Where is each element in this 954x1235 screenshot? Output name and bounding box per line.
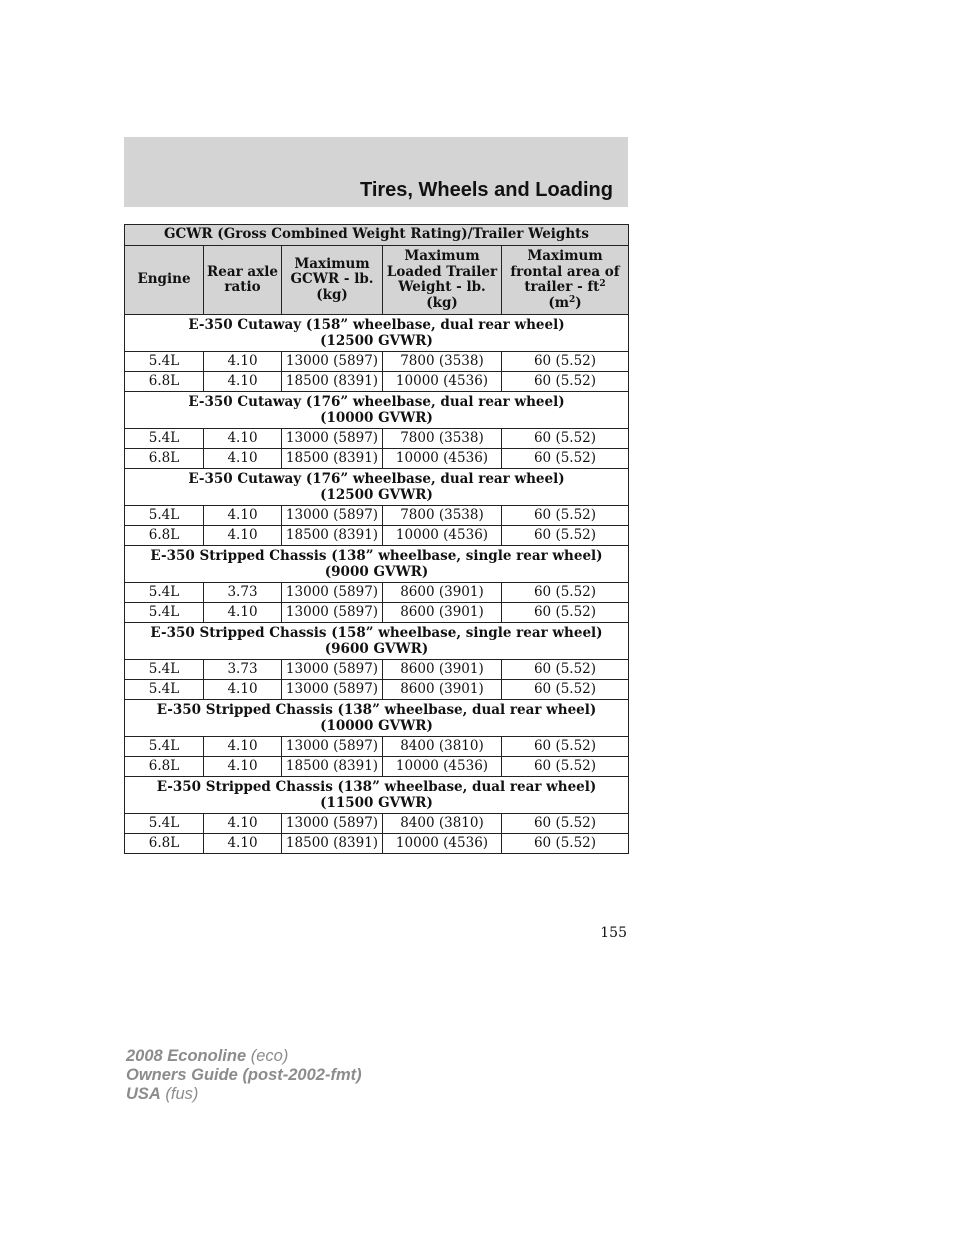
cell-frontal-area: 60 (5.52)	[502, 429, 629, 449]
table-row	[125, 449, 629, 469]
column-header-max-trailer-weight: Maximum Loaded Trailer Weight - lb. (kg)	[383, 246, 502, 315]
section-title: E-350 Cutaway (158” wheelbase, dual rear wheel)	[188, 317, 565, 333]
cell-axle-ratio: 4.10	[204, 372, 282, 392]
cell-axle-ratio: 4.10	[204, 603, 282, 623]
cell-trailer-weight: 8600 (3901)	[383, 660, 502, 680]
cell-engine: 5.4L	[125, 506, 204, 526]
cell-engine: 6.8L	[125, 372, 204, 392]
table-row	[125, 372, 629, 392]
cell-engine: 5.4L	[125, 737, 204, 757]
table-row	[125, 757, 629, 777]
cell-engine: 5.4L	[125, 583, 204, 603]
cell-engine: 6.8L	[125, 449, 204, 469]
cell-max-gcwr: 18500 (8391)	[282, 449, 383, 469]
section-gvwr: (11500 GVWR)	[320, 794, 433, 811]
table-row	[125, 526, 629, 546]
cell-frontal-area: 60 (5.52)	[502, 660, 629, 680]
footer-region: USA	[126, 1085, 161, 1103]
table-row	[125, 814, 629, 834]
cell-max-gcwr: 13000 (5897)	[282, 429, 383, 449]
cell-trailer-weight: 10000 (4536)	[383, 834, 502, 854]
table-row	[125, 603, 629, 623]
section-header-cell	[125, 623, 629, 660]
footer-model-code: (eco)	[246, 1047, 289, 1065]
cell-engine: 5.4L	[125, 660, 204, 680]
cell-max-gcwr: 13000 (5897)	[282, 737, 383, 757]
section-header-row	[125, 315, 629, 352]
cell-trailer-weight: 8400 (3810)	[383, 814, 502, 834]
section-title: E-350 Stripped Chassis (138” wheelbase, dual rear wheel)	[156, 702, 597, 718]
cell-max-gcwr: 13000 (5897)	[282, 352, 383, 372]
table-row	[125, 506, 629, 526]
cell-axle-ratio: 4.10	[204, 449, 282, 469]
cell-frontal-area: 60 (5.52)	[502, 603, 629, 623]
cell-axle-ratio: 4.10	[204, 737, 282, 757]
section-title: E-350 Stripped Chassis (138” wheelbase, dual rear wheel)	[156, 779, 597, 795]
cell-max-gcwr: 13000 (5897)	[282, 680, 383, 700]
footer-region-code: (fus)	[160, 1085, 199, 1103]
column-header-engine: Engine	[125, 246, 204, 315]
cell-engine: 5.4L	[125, 429, 204, 449]
cell-max-gcwr: 18500 (8391)	[282, 834, 383, 854]
section-gvwr: (12500 GVWR)	[320, 332, 433, 349]
cell-axle-ratio: 3.73	[204, 583, 282, 603]
cell-trailer-weight: 8600 (3901)	[383, 583, 502, 603]
cell-frontal-area: 60 (5.52)	[502, 680, 629, 700]
frontal-area-m-superscript: 2	[569, 294, 576, 305]
cell-max-gcwr: 13000 (5897)	[282, 583, 383, 603]
cell-trailer-weight: 8400 (3810)	[383, 737, 502, 757]
cell-axle-ratio: 4.10	[204, 506, 282, 526]
cell-engine: 5.4L	[125, 352, 204, 372]
cell-trailer-weight: 7800 (3538)	[383, 506, 502, 526]
table-row	[125, 737, 629, 757]
document-footer	[126, 1047, 362, 1104]
cell-max-gcwr: 18500 (8391)	[282, 372, 383, 392]
cell-trailer-weight: 10000 (4536)	[383, 372, 502, 392]
cell-trailer-weight: 8600 (3901)	[383, 603, 502, 623]
column-header-max-gcwr: Maximum GCWR - lb. (kg)	[282, 246, 383, 315]
section-header-cell	[125, 315, 629, 352]
table-row	[125, 680, 629, 700]
section-header-row	[125, 546, 629, 583]
cell-engine: 5.4L	[125, 603, 204, 623]
cell-trailer-weight: 7800 (3538)	[383, 429, 502, 449]
section-title: E-350 Cutaway (176” wheelbase, dual rear wheel)	[188, 471, 565, 487]
table-row	[125, 352, 629, 372]
cell-max-gcwr: 13000 (5897)	[282, 814, 383, 834]
cell-axle-ratio: 4.10	[204, 814, 282, 834]
cell-frontal-area: 60 (5.52)	[502, 583, 629, 603]
cell-engine: 6.8L	[125, 526, 204, 546]
footer-line-2	[126, 1066, 362, 1085]
page-number: 155	[600, 925, 627, 941]
table-row	[125, 583, 629, 603]
cell-trailer-weight: 7800 (3538)	[383, 352, 502, 372]
table-row	[125, 429, 629, 449]
cell-engine: 5.4L	[125, 680, 204, 700]
cell-engine: 5.4L	[125, 814, 204, 834]
footer-guide: Owners Guide (post-2002-fmt)	[126, 1066, 362, 1084]
cell-max-gcwr: 18500 (8391)	[282, 757, 383, 777]
cell-max-gcwr: 18500 (8391)	[282, 526, 383, 546]
cell-frontal-area: 60 (5.52)	[502, 737, 629, 757]
frontal-area-m-close: )	[575, 294, 582, 311]
section-header-row	[125, 469, 629, 506]
cell-max-gcwr: 13000 (5897)	[282, 506, 383, 526]
table-body	[125, 315, 629, 854]
cell-axle-ratio: 4.10	[204, 757, 282, 777]
section-header-cell	[125, 777, 629, 814]
section-gvwr: (10000 GVWR)	[320, 717, 433, 734]
section-gvwr: (10000 GVWR)	[320, 409, 433, 426]
cell-axle-ratio: 4.10	[204, 834, 282, 854]
frontal-area-label: Maximum frontal area of trailer - ft	[510, 248, 620, 295]
cell-frontal-area: 60 (5.52)	[502, 526, 629, 546]
cell-frontal-area: 60 (5.52)	[502, 506, 629, 526]
cell-trailer-weight: 8600 (3901)	[383, 680, 502, 700]
section-title: E-350 Stripped Chassis (138” wheelbase, single rear wheel)	[150, 548, 603, 564]
section-header-cell	[125, 700, 629, 737]
section-header-cell	[125, 392, 629, 429]
cell-frontal-area: 60 (5.52)	[502, 372, 629, 392]
cell-frontal-area: 60 (5.52)	[502, 814, 629, 834]
footer-line-3	[126, 1085, 362, 1104]
section-header-cell	[125, 546, 629, 583]
section-gvwr: (9600 GVWR)	[324, 640, 429, 657]
section-title: Tires, Wheels and Loading	[359, 179, 613, 201]
cell-axle-ratio: 4.10	[204, 680, 282, 700]
cell-trailer-weight: 10000 (4536)	[383, 449, 502, 469]
cell-frontal-area: 60 (5.52)	[502, 757, 629, 777]
column-header-axle-ratio: Rear axle ratio	[204, 246, 282, 315]
column-header-max-frontal-area	[502, 246, 629, 315]
cell-axle-ratio: 4.10	[204, 429, 282, 449]
section-title: E-350 Stripped Chassis (158” wheelbase, single rear wheel)	[150, 625, 603, 641]
cell-max-gcwr: 13000 (5897)	[282, 660, 383, 680]
section-header-band	[124, 137, 628, 207]
section-gvwr: (9000 GVWR)	[324, 563, 429, 580]
section-header-row	[125, 777, 629, 814]
section-header-row	[125, 392, 629, 429]
cell-frontal-area: 60 (5.52)	[502, 352, 629, 372]
cell-axle-ratio: 4.10	[204, 352, 282, 372]
cell-engine: 6.8L	[125, 834, 204, 854]
footer-line-1	[126, 1047, 362, 1066]
section-header-cell	[125, 469, 629, 506]
footer-model: 2008 Econoline	[126, 1047, 247, 1065]
cell-axle-ratio: 3.73	[204, 660, 282, 680]
cell-trailer-weight: 10000 (4536)	[383, 757, 502, 777]
cell-axle-ratio: 4.10	[204, 526, 282, 546]
frontal-area-ft-superscript: 2	[599, 279, 606, 289]
table-title: GCWR (Gross Combined Weight Rating)/Trailer Weights	[125, 225, 629, 246]
table-row	[125, 834, 629, 854]
section-header-row	[125, 700, 629, 737]
section-title: E-350 Cutaway (176” wheelbase, dual rear wheel)	[188, 394, 565, 410]
cell-frontal-area: 60 (5.52)	[502, 834, 629, 854]
cell-max-gcwr: 13000 (5897)	[282, 603, 383, 623]
cell-frontal-area: 60 (5.52)	[502, 449, 629, 469]
gcwr-table	[124, 224, 629, 854]
table-row	[125, 660, 629, 680]
cell-trailer-weight: 10000 (4536)	[383, 526, 502, 546]
frontal-area-m-open: (m	[548, 294, 569, 311]
section-header-row	[125, 623, 629, 660]
section-gvwr: (12500 GVWR)	[320, 486, 433, 503]
cell-engine: 6.8L	[125, 757, 204, 777]
